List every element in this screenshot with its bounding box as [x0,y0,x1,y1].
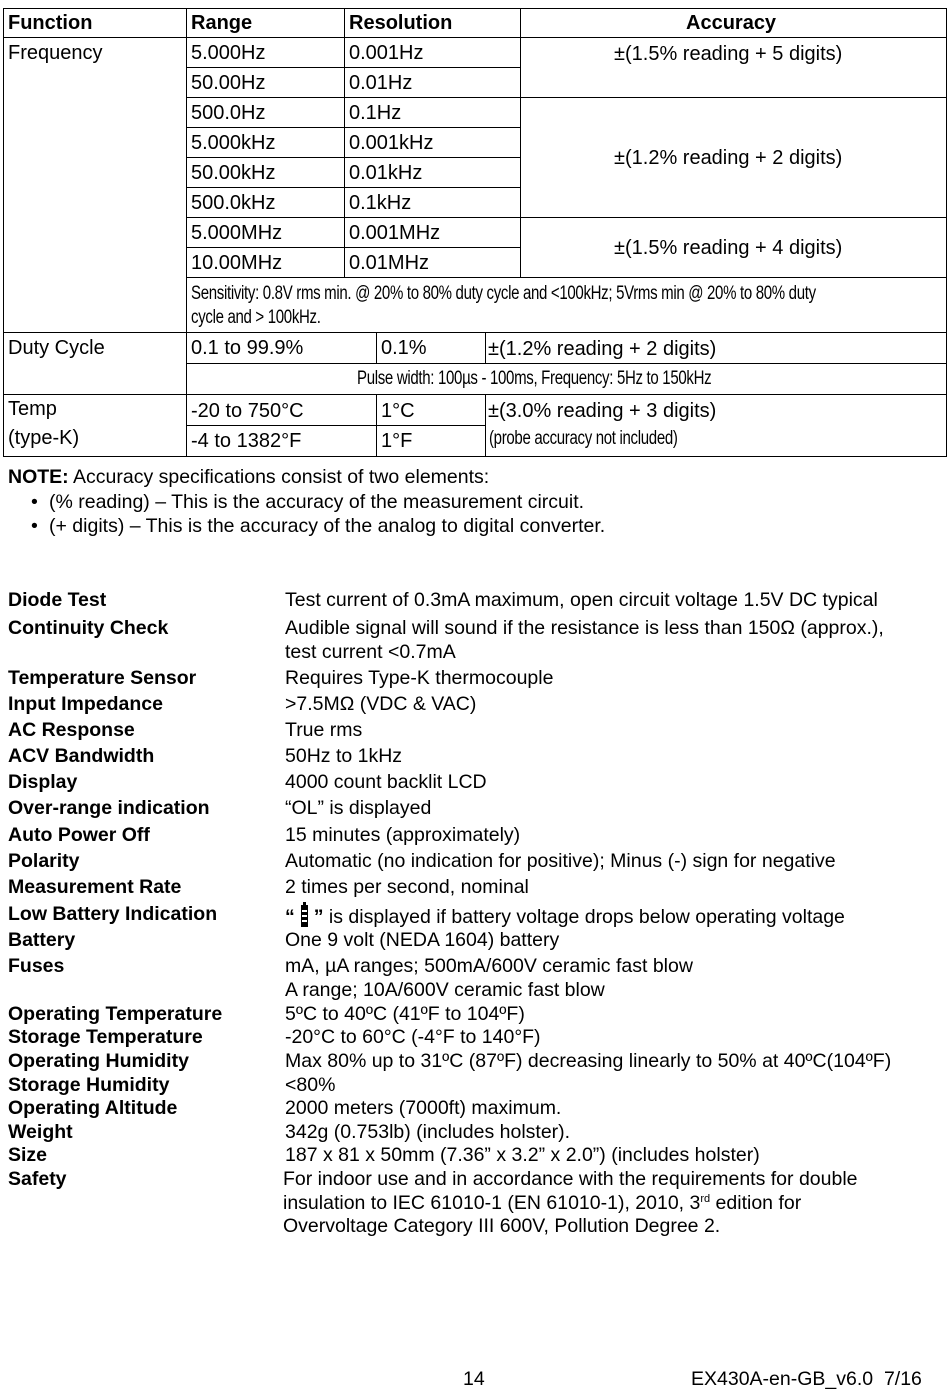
function-duty-cycle: Duty Cycle [8,337,105,359]
note-bullet-text: (+ digits) – This is the accuracy of the analog to digital converter. [49,515,606,537]
function-frequency: Frequency [8,42,103,64]
spec-label: Diode Test [8,589,107,611]
header-range: Range [191,12,253,34]
spec-value: One 9 volt (NEDA 1604) battery [285,929,560,951]
resolution-cell: 0.001kHz [349,132,434,154]
document-id: EX430A-en-GB_v6.0 7/16 [691,1368,922,1390]
spec-value: mA, µA ranges; 500mA/600V ceramic fast blow [285,955,693,977]
spec-label: Continuity Check [8,617,169,639]
header-accuracy: Accuracy [686,12,777,34]
range-cell: -20 to 750°C [191,400,304,422]
range-cell: 5.000kHz [191,132,276,154]
resolution-cell: 1°F [381,430,413,452]
spec-label: Temperature Sensor [8,667,197,689]
spec-label: Low Battery Indication [8,903,218,925]
spec-label: Operating Altitude [8,1097,178,1119]
spec-value: 342g (0.753lb) (includes holster). [285,1121,571,1143]
bullet-dot-icon: • [31,491,38,513]
spec-value: For indoor use and in accordance with the requirements for double [283,1168,858,1190]
spec-label: Operating Temperature [8,1003,223,1025]
range-cell: 50.00Hz [191,72,266,94]
spec-label: Operating Humidity [8,1050,189,1072]
spec-value: “OL” is displayed [285,797,432,819]
spec-label: Safety [8,1168,67,1190]
spec-value: True rms [285,719,363,741]
sensitivity-note: Sensitivity: 0.8V rms min. @ 20% to 80% duty cycle and <100kHz; 5Vrms min @ 20% to 80% duty [191,283,816,304]
quote-close: ” [313,906,324,928]
spec-value: 2000 meters (7000ft) maximum. [285,1097,562,1119]
spec-label: Battery [8,929,76,951]
spec-label: Measurement Rate [8,876,182,898]
header-function: Function [8,12,93,34]
resolution-cell: 0.1% [381,337,427,359]
resolution-cell: 0.1kHz [349,192,412,214]
accuracy-cell: ±(1.5% reading + 5 digits) [614,43,843,65]
resolution-cell: 0.01MHz [349,252,430,274]
spec-label: Storage Temperature [8,1026,203,1048]
spec-value: 5ºC to 40ºC (41ºF to 104ºF) [285,1003,525,1025]
spec-value: Automatic (no indication for positive); Minus (-) sign for negative [285,850,836,872]
spec-value: <80% [285,1074,336,1096]
spec-label: Display [8,771,78,793]
spec-label: AC Response [8,719,135,741]
range-cell: -4 to 1382°F [191,430,302,452]
spec-value: >7.5MΩ (VDC & VAC) [285,693,477,715]
page-footer [0,1370,950,1399]
spec-value: 15 minutes (approximately) [285,824,521,846]
spec-label: Weight [8,1121,73,1143]
quote-open: “ [285,906,295,928]
range-cell: 50.00kHz [191,162,276,184]
bullet-dot-icon: • [31,515,38,537]
spec-value: Requires Type-K thermocouple [285,667,554,689]
spec-value-cont: Overvoltage Category III 600V, Pollution Degree 2. [283,1215,721,1237]
spec-value-text: is displayed if battery voltage drops below operating voltage [323,906,845,928]
spec-value: 2 times per second, nominal [285,876,529,898]
accuracy-note: (probe accuracy not included) [489,428,678,449]
resolution-cell: 0.01kHz [349,162,423,184]
spec-label: Polarity [8,850,80,872]
spec-value: Max 80% up to 31ºC (87ºF) decreasing linearly to 50% at 40ºC(104ºF) [285,1050,892,1072]
accuracy-cell: ±(1.2% reading + 2 digits) [614,147,843,169]
resolution-cell: 0.1Hz [349,102,402,124]
spec-label: Storage Humidity [8,1074,170,1096]
duty-cycle-note: Pulse width: 100µs - 100ms, Frequency: 5Hz to 150kHz [357,368,712,389]
spec-value: 187 x 81 x 50mm (7.36” x 3.2” x 2.0”) (includes holster) [285,1144,760,1166]
page-number: 14 [463,1368,485,1390]
resolution-cell: 1°C [381,400,415,422]
spec-value: Test current of 0.3mA maximum, open circuit voltage 1.5V DC typical [285,589,878,611]
header-resolution: Resolution [349,12,453,34]
resolution-cell: 0.01Hz [349,72,413,94]
spec-value-cont: test current <0.7mA [285,641,456,663]
spec-value: Audible signal will sound if the resistance is less than 150Ω (approx.), [285,617,884,639]
spec-label: ACV Bandwidth [8,745,155,767]
spec-value: 4000 count backlit LCD [285,771,487,793]
spec-value [285,905,845,928]
spec-label: Size [8,1144,48,1166]
spec-value: -20°C to 60°C (-4°F to 140°F) [285,1026,541,1048]
sensitivity-note-cont: cycle and > 100kHz. [191,307,321,328]
spec-label: Fuses [8,955,65,977]
safety-text-end: edition for [710,1192,802,1214]
note-text: Accuracy specifications consist of two elements: [68,466,490,488]
range-cell: 500.0Hz [191,102,266,124]
function-temp: Temp [8,398,57,420]
spec-value-cont [283,1194,801,1214]
resolution-cell: 0.001MHz [349,222,441,244]
range-cell: 10.00MHz [191,252,283,274]
spec-label: Auto Power Off [8,824,150,846]
ordinal-suffix: rd [700,1193,711,1205]
note-bullet-text: (% reading) – This is the accuracy of the measurement circuit. [49,491,585,513]
function-temp-type: (type-K) [8,427,80,449]
battery-icon [301,905,308,927]
range-cell: 5.000Hz [191,42,266,64]
accuracy-cell: ±(3.0% reading + 3 digits) [488,400,717,422]
range-cell: 5.000MHz [191,222,283,244]
resolution-cell: 0.001Hz [349,42,424,64]
safety-text: insulation to IEC 61010-1 (EN 61010-1), 2010, 3 [283,1192,701,1214]
range-cell: 0.1 to 99.9% [191,337,304,359]
spec-value-cont: A range; 10A/600V ceramic fast blow [285,979,605,1001]
range-cell: 500.0kHz [191,192,276,214]
accuracy-cell: ±(1.2% reading + 2 digits) [488,338,717,360]
accuracy-cell: ±(1.5% reading + 4 digits) [614,237,843,259]
note-label: NOTE: [8,466,69,488]
spec-label: Input Impedance [8,693,163,715]
spec-value: 50Hz to 1kHz [285,745,403,767]
spec-label: Over-range indication [8,797,210,819]
